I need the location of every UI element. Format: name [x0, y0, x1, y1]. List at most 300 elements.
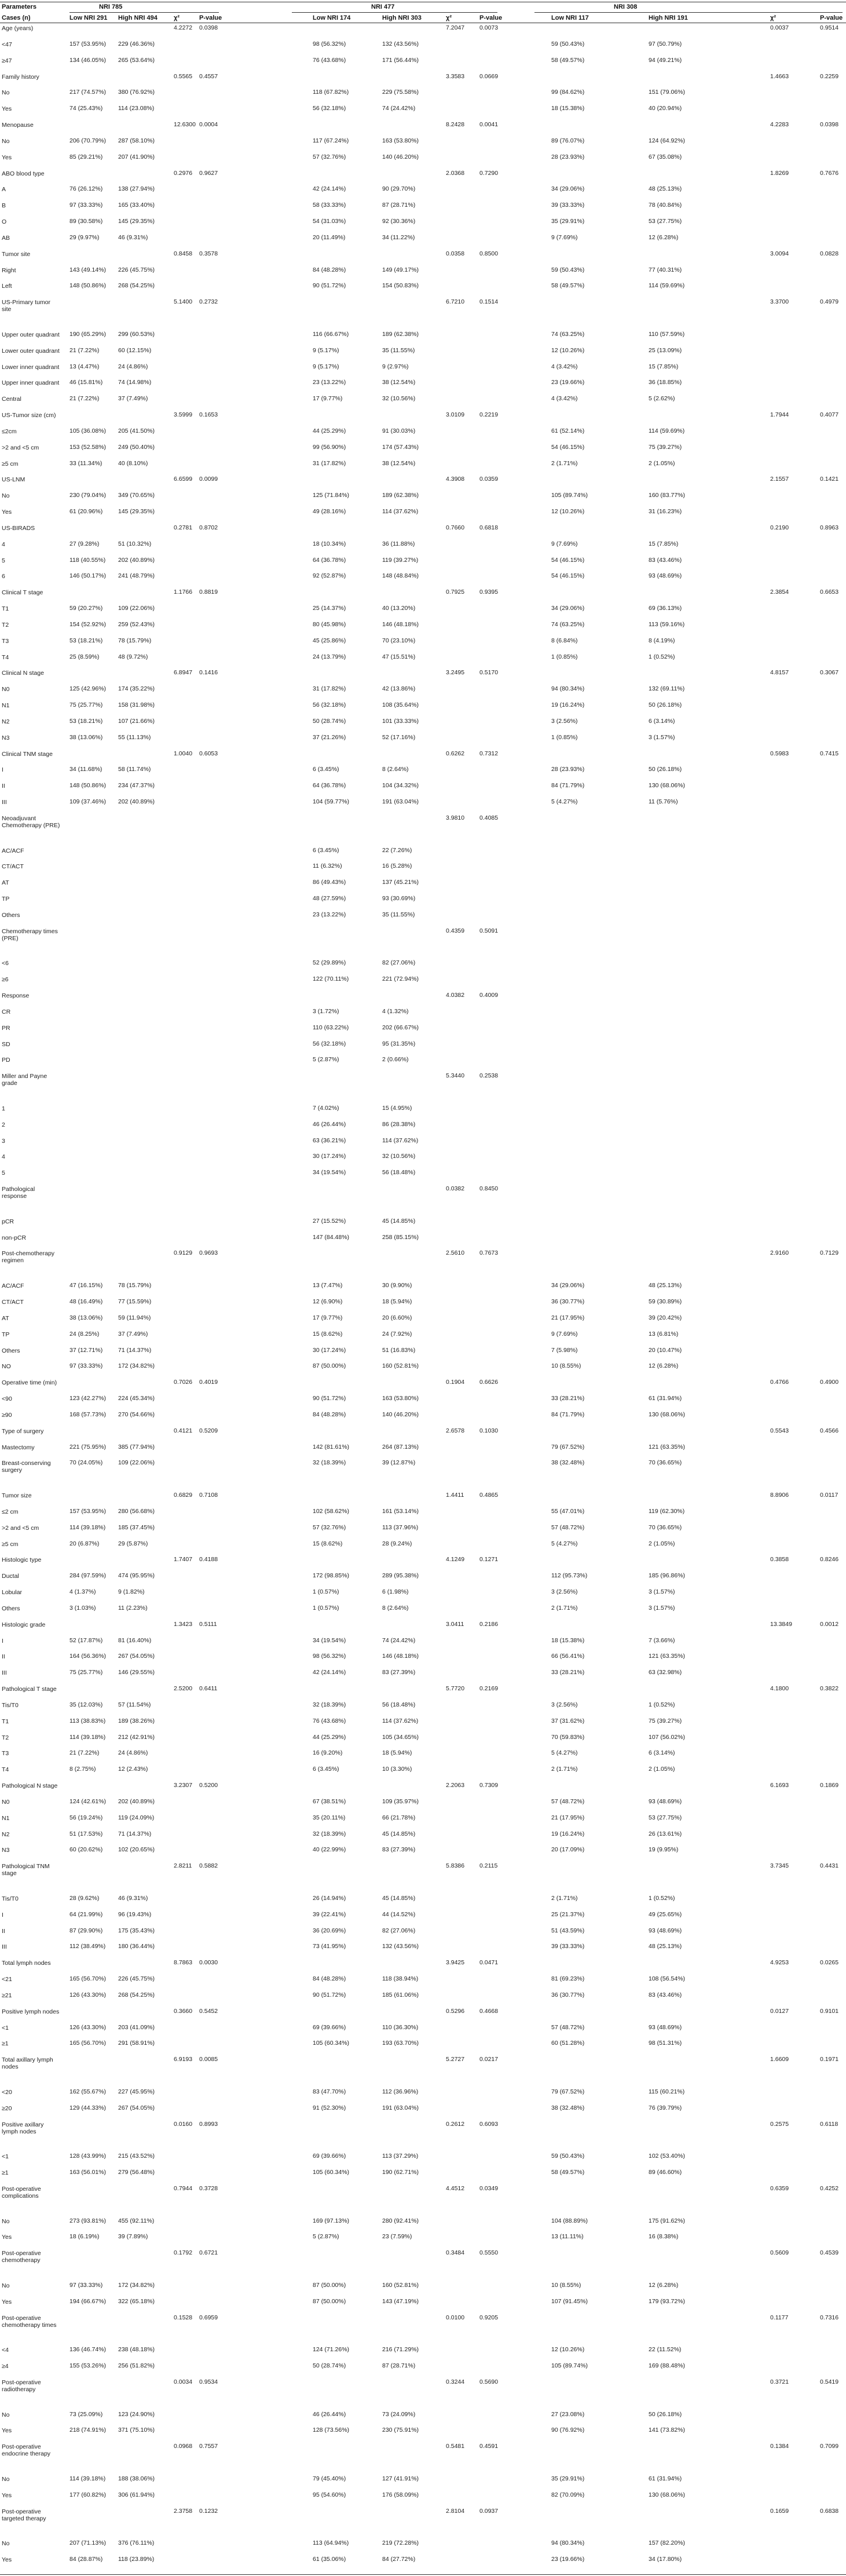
table-cell: 191 (63.04%): [382, 2104, 419, 2111]
table-cell: 0.0471: [479, 1959, 499, 1967]
table-cell: 32 (10.56%): [382, 1153, 416, 1160]
table-cell: 53 (27.75%): [649, 1814, 682, 1821]
row-label: US-Tumor size (cm): [2, 412, 56, 419]
table-cell: 267 (54.05%): [118, 1653, 155, 1660]
table-cell: 128 (43.99%): [69, 2153, 107, 2160]
table-cell: 203 (41.09%): [118, 2023, 155, 2031]
table-cell: 12 (2.43%): [118, 1766, 148, 1773]
table-cell: 34 (19.54%): [313, 1169, 346, 1176]
table-cell: 130 (68.06%): [649, 2491, 686, 2498]
table-cell: 46 (26.44%): [313, 1120, 346, 1128]
row-label: Yes: [2, 2556, 12, 2564]
table-cell: 162 (55.67%): [69, 2088, 107, 2095]
row-label: III: [2, 1943, 7, 1951]
table-cell: 114 (39.18%): [69, 1523, 106, 1531]
row-label: T1: [2, 1718, 9, 1725]
table-cell: 89 (46.60%): [649, 2169, 682, 2176]
table-cell: 84 (48.28%): [313, 1975, 346, 1983]
table-cell: 35 (29.91%): [551, 218, 585, 225]
table-cell: 0.7026: [174, 1379, 193, 1386]
row-label: Right: [2, 266, 16, 274]
table-cell: 86 (28.38%): [382, 1120, 416, 1128]
table-cell: 146 (48.18%): [382, 1653, 419, 1660]
table-cell: 224 (45.34%): [118, 1395, 155, 1402]
table-cell: 32 (18.39%): [313, 1459, 346, 1467]
table-cell: 4.8157: [770, 669, 789, 677]
table-cell: 38 (32.48%): [551, 1459, 585, 1467]
table-cell: 0.4979: [820, 298, 839, 306]
table-cell: 194 (66.67%): [69, 2297, 107, 2305]
table-cell: 36 (18.85%): [649, 379, 682, 386]
table-cell: 180 (36.44%): [118, 1943, 155, 1950]
row-label: 4: [2, 540, 5, 548]
table-cell: 90 (76.92%): [551, 2427, 585, 2434]
table-cell: 34 (19.54%): [313, 1636, 346, 1644]
table-cell: 28 (9.24%): [382, 1540, 412, 1547]
table-cell: 0.0004: [199, 121, 218, 128]
row-label: No: [2, 2411, 10, 2418]
row-label: N2: [2, 1830, 10, 1838]
table-cell: 71 (14.37%): [118, 1830, 152, 1837]
row-label: A: [2, 186, 6, 193]
row-label: <90: [2, 1395, 12, 1402]
table-cell: 0.9205: [479, 2314, 499, 2321]
row-label: N3: [2, 734, 10, 741]
table-cell: 0.0160: [174, 2120, 193, 2128]
row-label: Yes: [2, 154, 12, 161]
table-cell: 0.9101: [820, 2007, 839, 2015]
table-cell: 0.3660: [174, 2007, 193, 2015]
table-cell: 98 (56.32%): [313, 1653, 346, 1660]
table-cell: 24 (4.86%): [118, 363, 148, 370]
table-cell: 0.7108: [199, 1492, 218, 1499]
table-cell: 0.3244: [446, 2378, 465, 2385]
table-cell: 0.4077: [820, 411, 839, 419]
row-label: N3: [2, 1847, 10, 1854]
row-label: Total lymph nodes: [2, 1960, 51, 1967]
table-cell: 11 (6.32%): [313, 863, 342, 870]
row-label: AC/ACF: [2, 1282, 24, 1290]
table-cell: 0.3484: [446, 2249, 465, 2257]
table-cell: 9 (7.69%): [551, 233, 578, 241]
table-cell: 1 (0.52%): [649, 653, 675, 660]
table-cell: 112 (95.73%): [551, 1572, 588, 1580]
table-cell: 56 (32.18%): [313, 105, 346, 112]
table-cell: 25 (14.37%): [313, 605, 346, 612]
table-cell: 140 (46.20%): [382, 153, 419, 160]
header-pvalue-477: P-value: [479, 14, 503, 21]
table-cell: 230 (75.91%): [382, 2427, 419, 2434]
table-cell: 121 (63.35%): [649, 1443, 686, 1450]
table-cell: 0.0669: [479, 72, 499, 80]
row-label: Others: [2, 1605, 20, 1612]
row-label: 4: [2, 1153, 5, 1161]
table-cell: 25 (13.09%): [649, 346, 682, 354]
table-cell: 6 (3.45%): [313, 766, 339, 773]
table-cell: 104 (59.77%): [313, 798, 350, 806]
row-label: T1: [2, 605, 9, 613]
table-cell: 1.7407: [174, 1556, 193, 1563]
row-label: TP: [2, 1331, 10, 1338]
table-cell: 2 (1.05%): [649, 1766, 675, 1773]
table-cell: 42 (13.86%): [382, 685, 416, 693]
table-cell: 4 (1.32%): [382, 1007, 409, 1015]
row-label: 3: [2, 1137, 5, 1145]
table-cell: 25 (8.59%): [69, 653, 100, 660]
table-cell: 66 (21.78%): [382, 1814, 416, 1821]
table-cell: 8 (2.64%): [382, 1604, 409, 1612]
row-label: No: [2, 2475, 10, 2483]
table-cell: 193 (63.70%): [382, 2040, 419, 2047]
table-cell: 380 (76.92%): [118, 89, 155, 96]
table-cell: 95 (54.60%): [313, 2491, 346, 2498]
row-label: II: [2, 783, 5, 790]
table-cell: 17 (9.77%): [313, 1314, 343, 1321]
table-cell: 94 (80.34%): [551, 685, 585, 693]
table-cell: 5 (4.27%): [551, 1540, 578, 1547]
table-cell: 158 (31.98%): [118, 701, 155, 709]
row-label: non-pCR: [2, 1234, 27, 1241]
table-cell: 46 (15.81%): [69, 379, 103, 386]
row-label: T4: [2, 1766, 9, 1774]
table-cell: 39 (33.33%): [551, 202, 585, 209]
table-cell: 3 (1.57%): [649, 733, 675, 741]
table-cell: 59 (11.94%): [118, 1314, 151, 1321]
table-cell: 94 (49.21%): [649, 56, 682, 64]
row-label: >2 and <5 cm: [2, 1524, 39, 1532]
table-cell: 4 (1.37%): [69, 1588, 96, 1596]
table-cell: 61 (31.94%): [649, 1395, 682, 1402]
table-cell: 145 (29.35%): [118, 218, 155, 225]
table-cell: 0.1659: [770, 2507, 789, 2515]
table-cell: 9 (5.17%): [313, 363, 339, 370]
table-cell: 60 (12.15%): [118, 346, 152, 354]
row-label: CR: [2, 1008, 11, 1015]
table-cell: 73 (25.09%): [69, 2410, 103, 2418]
table-cell: 160 (52.81%): [382, 1362, 419, 1370]
table-cell: 215 (43.52%): [118, 2153, 155, 2160]
table-cell: 0.6053: [199, 750, 218, 757]
table-cell: 0.3822: [820, 1685, 839, 1693]
table-cell: 36 (20.69%): [313, 1927, 346, 1934]
table-cell: 0.1869: [820, 1782, 839, 1789]
table-cell: 114 (59.69%): [649, 427, 685, 434]
row-label: 5: [2, 557, 5, 564]
table-cell: 36 (30.77%): [551, 1298, 585, 1305]
table-cell: 163 (53.80%): [382, 137, 419, 144]
table-cell: 6.6599: [174, 476, 193, 483]
table-cell: 4.3908: [446, 476, 465, 483]
row-label: Upper outer quadrant: [2, 331, 60, 338]
table-cell: 89 (30.58%): [69, 218, 103, 225]
table-cell: 0.0030: [199, 1959, 218, 1967]
table-cell: 84 (27.72%): [382, 2556, 416, 2563]
table-cell: 7 (3.66%): [649, 1636, 675, 1644]
table-cell: 35 (11.55%): [382, 911, 415, 918]
table-cell: 202 (66.67%): [382, 1024, 419, 1031]
table-cell: 71 (14.37%): [118, 1346, 152, 1354]
header-high-nri-494: High NRI 494: [118, 14, 158, 21]
table-cell: 191 (63.04%): [382, 798, 419, 806]
table-cell: 12 (6.28%): [649, 233, 679, 241]
table-cell: 19 (16.24%): [551, 701, 585, 709]
table-cell: 110 (36.30%): [382, 2023, 419, 2031]
row-label: Histologic grade: [2, 1621, 46, 1628]
table-cell: 0.2190: [770, 524, 789, 531]
table-cell: 0.1971: [820, 2056, 839, 2063]
table-cell: 64 (36.78%): [313, 782, 346, 790]
table-cell: 4.1249: [446, 1556, 465, 1563]
table-cell: 0.7312: [479, 750, 499, 757]
table-cell: 127 (41.91%): [382, 2475, 419, 2482]
table-cell: 74 (24.42%): [382, 1636, 416, 1644]
row-label: T3: [2, 1750, 9, 1757]
header-pvalue-308: P-value: [820, 14, 843, 21]
row-label: 6: [2, 573, 5, 580]
row-label: ≥1: [2, 2040, 9, 2048]
row-label: Yes: [2, 2427, 12, 2435]
table-cell: 58 (11.74%): [118, 766, 151, 773]
table-cell: 87 (50.00%): [313, 2281, 346, 2289]
table-cell: 207 (71.13%): [69, 2540, 107, 2547]
table-cell: 19 (9.95%): [649, 1846, 679, 1854]
table-cell: 48 (25.13%): [649, 1282, 682, 1289]
table-cell: 85 (29.21%): [69, 153, 103, 160]
table-cell: 1.3423: [174, 1620, 193, 1628]
table-cell: 164 (56.36%): [69, 1653, 107, 1660]
table-cell: 0.0265: [820, 1959, 839, 1967]
table-cell: 27 (23.08%): [551, 2410, 585, 2418]
table-cell: 23 (13.22%): [313, 379, 346, 386]
table-cell: 52 (17.16%): [382, 733, 416, 741]
table-cell: 9 (7.69%): [551, 540, 578, 547]
table-cell: 0.6626: [479, 1379, 499, 1386]
table-cell: 126 (43.30%): [69, 1991, 107, 1998]
table-cell: 2 (0.66%): [382, 1056, 409, 1064]
table-cell: 119 (62.30%): [649, 1507, 685, 1515]
table-cell: 241 (48.79%): [118, 572, 155, 580]
table-cell: 109 (22.06%): [118, 1459, 155, 1467]
table-cell: 37 (21.26%): [313, 733, 346, 741]
table-cell: 34 (29.06%): [551, 185, 585, 193]
table-cell: 0.0382: [446, 1185, 465, 1193]
table-cell: 57 (48.72%): [551, 1523, 585, 1531]
header-low-nri-291: Low NRI 291: [69, 14, 108, 21]
table-cell: 4.9253: [770, 1959, 789, 1967]
table-cell: 3 (2.56%): [551, 717, 578, 725]
table-cell: 6 (3.14%): [649, 1749, 675, 1757]
table-cell: 168 (57.73%): [69, 1411, 107, 1418]
table-cell: 59 (50.43%): [551, 266, 585, 273]
table-cell: 39 (12.87%): [382, 1459, 416, 1467]
table-cell: 0.0073: [479, 24, 499, 31]
table-cell: 77 (15.59%): [118, 1298, 152, 1305]
table-cell: 50 (26.18%): [649, 766, 682, 773]
table-cell: 0.8819: [199, 589, 218, 596]
table-cell: 87 (50.00%): [313, 2297, 346, 2305]
table-cell: 36 (30.77%): [551, 1991, 585, 1998]
row-label: AB: [2, 234, 10, 242]
table-cell: 2 (1.71%): [551, 1894, 578, 1902]
table-cell: 116 (66.67%): [313, 330, 349, 338]
row-label: No: [2, 2282, 10, 2289]
table-cell: 256 (51.82%): [118, 2362, 155, 2370]
table-cell: 0.4431: [820, 1862, 839, 1870]
row-label: CT/ACT: [2, 1299, 24, 1306]
table-cell: 37 (12.71%): [69, 1346, 103, 1354]
row-label: ≥20: [2, 2104, 12, 2112]
table-cell: 75 (39.27%): [649, 1717, 682, 1724]
table-cell: 13.3849: [770, 1620, 792, 1628]
row-label: 2: [2, 1121, 5, 1128]
table-cell: 34 (11.68%): [69, 766, 102, 773]
table-cell: 38 (12.54%): [382, 379, 416, 386]
table-cell: 0.8993: [199, 2120, 218, 2128]
table-cell: 0.0968: [174, 2443, 193, 2450]
table-cell: 112 (36.96%): [382, 2088, 419, 2095]
table-cell: 0.1904: [446, 1379, 465, 1386]
table-cell: 6.1693: [770, 1782, 789, 1789]
table-cell: 249 (50.40%): [118, 443, 155, 451]
table-cell: 169 (97.13%): [313, 2217, 350, 2224]
table-cell: 163 (53.80%): [382, 1395, 419, 1402]
table-cell: 202 (40.89%): [118, 1797, 155, 1805]
table-cell: 87 (29.90%): [69, 1927, 103, 1934]
table-cell: 114 (37.62%): [382, 1137, 419, 1144]
table-cell: 12.6300: [174, 121, 196, 128]
table-cell: 105 (36.08%): [69, 427, 107, 434]
table-cell: 0.5111: [199, 1620, 217, 1628]
table-cell: 35 (20.11%): [313, 1814, 346, 1821]
table-cell: 33 (28.21%): [551, 1395, 585, 1402]
table-cell: 148 (50.86%): [69, 782, 107, 790]
group-rule-785: [69, 12, 219, 13]
table-cell: 5 (4.27%): [551, 1749, 578, 1757]
table-cell: 34 (11.22%): [382, 233, 415, 241]
table-cell: 0.5609: [770, 2249, 789, 2257]
table-cell: 1.4663: [770, 72, 789, 80]
row-label: Yes: [2, 105, 12, 113]
table-cell: 44 (25.29%): [313, 427, 346, 434]
table-cell: 0.5565: [174, 72, 193, 80]
table-cell: 0.2781: [174, 524, 193, 531]
table-cell: 141 (73.82%): [649, 2427, 686, 2434]
table-cell: 40 (13.20%): [382, 605, 416, 612]
table-cell: 6 (1.98%): [382, 1588, 409, 1596]
table-cell: 132 (43.56%): [382, 40, 419, 47]
table-cell: 474 (95.95%): [118, 1572, 155, 1580]
table-cell: 76 (26.12%): [69, 185, 103, 193]
row-label: O: [2, 218, 7, 226]
table-cell: 153 (52.58%): [69, 443, 107, 451]
table-cell: 0.1030: [479, 1427, 499, 1434]
table-cell: 0.1384: [770, 2443, 789, 2450]
row-label: Tis/T0: [2, 1701, 19, 1709]
table-cell: 38 (13.06%): [69, 733, 103, 741]
row-label: CT/ACT: [2, 863, 24, 871]
table-cell: 53 (18.21%): [69, 637, 103, 644]
header-chi2-477: χ²: [446, 14, 452, 21]
table-cell: 112 (38.49%): [69, 1943, 106, 1950]
table-cell: 0.0012: [820, 1620, 839, 1628]
table-cell: 230 (79.04%): [69, 492, 107, 499]
table-cell: 234 (47.37%): [118, 782, 155, 790]
table-cell: 30 (9.90%): [382, 1282, 412, 1289]
table-cell: 0.0100: [446, 2314, 465, 2321]
row-label: 1: [2, 1105, 5, 1112]
table-cell: 221 (75.95%): [69, 1443, 107, 1450]
table-cell: 16 (8.38%): [649, 2233, 679, 2241]
table-cell: 38 (12.54%): [382, 459, 416, 467]
table-cell: 56 (18.48%): [382, 1169, 416, 1176]
table-cell: 226 (45.75%): [118, 266, 155, 273]
table-cell: 34 (17.80%): [649, 2556, 682, 2563]
table-cell: 0.6262: [446, 750, 465, 757]
table-cell: 84 (48.28%): [313, 266, 346, 273]
table-cell: 0.8500: [479, 250, 499, 257]
row-label: SD: [2, 1040, 10, 1048]
table-cell: 18 (5.94%): [382, 1749, 412, 1757]
table-cell: 0.0117: [820, 1492, 838, 1499]
table-cell: 8 (2.64%): [382, 766, 409, 773]
table-cell: 74 (24.42%): [382, 105, 416, 112]
table-cell: 0.5091: [479, 927, 499, 934]
row-label: Type of surgery: [2, 1427, 44, 1435]
table-cell: 57 (32.76%): [313, 1523, 346, 1531]
table-cell: 114 (59.69%): [649, 282, 685, 290]
table-cell: 1.1766: [174, 589, 193, 596]
table-cell: 0.1421: [820, 476, 839, 483]
table-cell: 4.4512: [446, 2184, 465, 2192]
table-cell: 18 (6.19%): [69, 2233, 100, 2241]
table-cell: 74 (63.25%): [551, 330, 585, 338]
table-cell: 0.7290: [479, 169, 499, 177]
table-cell: 0.5452: [199, 2007, 218, 2015]
table-cell: 107 (56.02%): [649, 1733, 686, 1741]
table-cell: 30 (17.24%): [313, 1153, 346, 1160]
table-cell: 5 (2.87%): [313, 2233, 339, 2241]
table-cell: 4 (3.42%): [551, 395, 578, 403]
table-cell: 24 (7.92%): [382, 1330, 412, 1338]
table-cell: 78 (15.79%): [118, 637, 152, 644]
row-label: N0: [2, 1798, 10, 1806]
table-cell: 83 (43.46%): [649, 1991, 682, 1998]
table-cell: 91 (52.30%): [313, 2104, 346, 2111]
table-cell: 23 (13.22%): [313, 911, 346, 918]
row-label: Clinical TNM stage: [2, 750, 53, 758]
table-cell: 284 (97.59%): [69, 1572, 107, 1580]
table-cell: 54 (46.15%): [551, 443, 585, 451]
table-cell: 280 (92.41%): [382, 2217, 419, 2224]
row-label: ≥6: [2, 976, 9, 984]
table-cell: 48 (16.49%): [69, 1298, 103, 1305]
row-label: Yes: [2, 2234, 12, 2241]
table-cell: 90 (51.72%): [313, 282, 346, 290]
table-cell: 57 (48.72%): [551, 1797, 585, 1805]
table-cell: 123 (42.27%): [69, 1395, 107, 1402]
table-cell: 70 (23.10%): [382, 637, 416, 644]
table-cell: 376 (76.11%): [118, 2540, 155, 2547]
header-pvalue-785: P-value: [199, 14, 222, 21]
table-cell: 4.0382: [446, 992, 465, 999]
table-cell: 46 (26.44%): [313, 2410, 346, 2418]
table-cell: 38 (13.06%): [69, 1314, 103, 1321]
table-cell: 22 (11.52%): [649, 2346, 682, 2354]
table-cell: 78 (15.79%): [118, 1282, 152, 1289]
table-cell: 52 (29.89%): [313, 959, 346, 967]
table-cell: 0.2115: [479, 1862, 498, 1870]
table-cell: 0.0937: [479, 2507, 499, 2515]
